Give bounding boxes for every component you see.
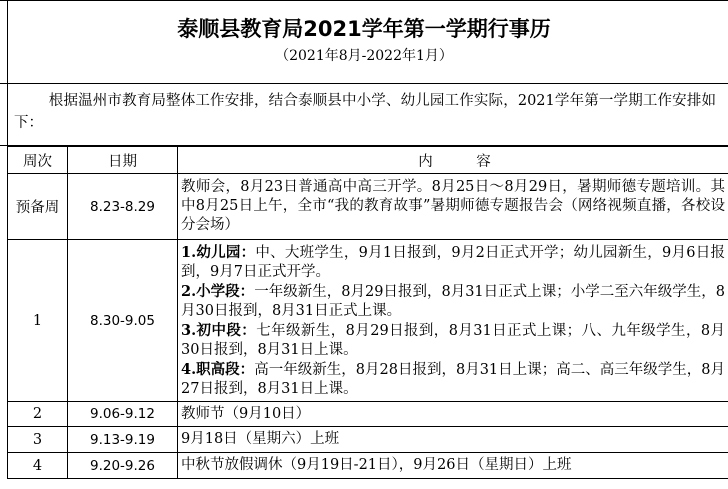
segment-text: 高一年级新生，8月28日报到，8月31日上课；高二、高三年级学生，8月27日报到，8月31日上课。 bbox=[181, 361, 726, 397]
table-row bbox=[8, 453, 728, 479]
table-row bbox=[8, 240, 728, 402]
segment-label: 1.幼儿园： bbox=[181, 243, 256, 261]
segment-kindergarten bbox=[181, 243, 725, 282]
week-cell: 4 bbox=[8, 453, 68, 479]
segment-junior-high bbox=[181, 321, 725, 360]
week-cell: 1 bbox=[8, 240, 68, 402]
table-row bbox=[8, 402, 728, 427]
document-title: 泰顺县教育局2021学年第一学期行事历 bbox=[177, 17, 551, 41]
content-cell: 教师节（9月10日） bbox=[178, 402, 728, 427]
content-cell bbox=[178, 240, 728, 402]
segment-text: 中、大班学生，9月1日报到，9月2日正式开学；幼儿园新生，9月6日报到，9月7日正式开学。 bbox=[181, 244, 725, 280]
header-date: 日期 bbox=[68, 147, 178, 174]
segment-text: 一年级新生，8月29日报到，8月31日正式上课；小学二至六年级学生，8月30日报到，8月31日正式上课。 bbox=[181, 283, 726, 319]
date-cell: 9.20-9.26 bbox=[68, 453, 178, 479]
segment-vocational bbox=[181, 360, 725, 399]
header-content: 内 容 bbox=[178, 147, 728, 174]
content-cell: 中秋节放假调休（9月19日-21日），9月26日（星期日）上班 bbox=[178, 453, 728, 479]
date-cell: 8.23-8.29 bbox=[68, 174, 178, 240]
schedule-table bbox=[7, 146, 728, 479]
content-cell: 9月18日（星期六）上班 bbox=[178, 427, 728, 453]
segment-label: 4.职高段： bbox=[181, 360, 255, 378]
header-row bbox=[8, 147, 728, 174]
date-cell: 8.30-9.05 bbox=[68, 240, 178, 402]
week-cell: 3 bbox=[8, 427, 68, 453]
segment-label: 3.初中段： bbox=[181, 321, 257, 339]
header-week: 周次 bbox=[8, 147, 68, 174]
intro-paragraph: 根据温州市教育局整体工作安排，结合泰顺县中小学、幼儿园工作实际，2021学年第一学期工作安排如下： bbox=[0, 84, 728, 146]
table-row bbox=[8, 174, 728, 240]
title-block bbox=[0, 0, 728, 84]
content-cell: 教师会，8月23日普通高中高三开学。8月25日～8月29日，暑期师德专题培训。其中8月25日上午，全市“我的教育故事”暑期师德专题报告会（网络视频直播，各校设分会场） bbox=[178, 174, 728, 240]
table-row bbox=[8, 427, 728, 453]
week-cell: 预备周 bbox=[8, 174, 68, 240]
segment-text: 七年级新生，8月29日报到，8月31日正式上课；八、九年级学生，8月30日报到，8月31日上课。 bbox=[181, 322, 726, 358]
segment-primary bbox=[181, 282, 725, 321]
document-subtitle: （2021年8月-2022年1月） bbox=[275, 48, 453, 64]
week-cell: 2 bbox=[8, 402, 68, 427]
date-cell: 9.06-9.12 bbox=[68, 402, 178, 427]
segment-label: 2.小学段： bbox=[181, 282, 255, 300]
date-cell: 9.13-9.19 bbox=[68, 427, 178, 453]
